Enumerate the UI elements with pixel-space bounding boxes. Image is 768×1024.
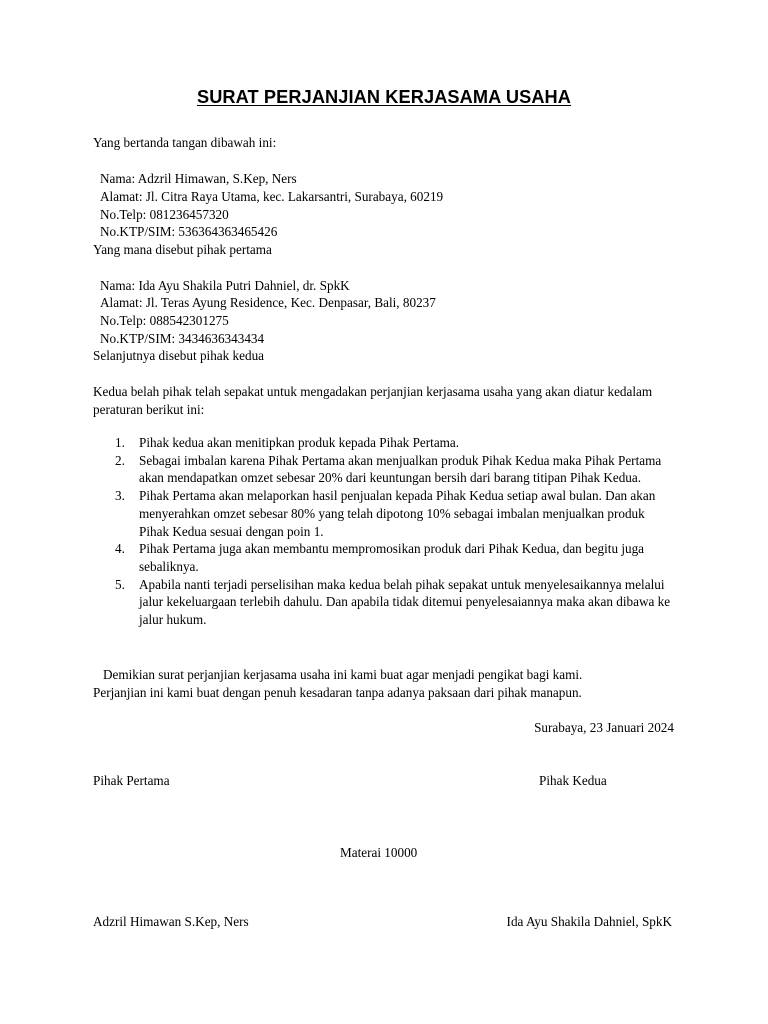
- clause-number: 4.: [115, 541, 125, 557]
- signatory-name-second-party: Ida Ayu Shakila Dahniel, SpkK: [506, 914, 672, 929]
- party2-id: No.KTP/SIM: 3434636343434: [100, 331, 265, 346]
- clause-text: Apabila nanti terjadi perselisihan maka kedua belah pihak sepakat untuk menyelesaikannya melalui jalur kekeluargaan terlebih dahulu. Dan apabila tidak ditemui penyelesaiannya maka akan dibawa ke jalur hukum.: [139, 576, 671, 628]
- party2-designation: Selanjutnya disebut pihak kedua: [93, 348, 265, 363]
- party1-phone: No.Telp: 081236457320: [100, 207, 229, 222]
- party1-id: No.KTP/SIM: 536364363465426: [100, 224, 278, 239]
- agreement-intro: Kedua belah pihak telah sepakat untuk mengadakan perjanjian kerjasama usaha yang akan diatur kedalam peraturan berikut ini:: [93, 384, 653, 417]
- party2-address: Alamat: Jl. Teras Ayung Residence, Kec. Denpasar, Bali, 80237: [100, 295, 436, 310]
- place-date: Surabaya, 23 Januari 2024: [534, 720, 674, 735]
- party1-address: Alamat: Jl. Citra Raya Utama, kec. Lakarsantri, Surabaya, 60219: [100, 189, 444, 204]
- clause-text: Pihak Pertama juga akan membantu mempromosikan produk dari Pihak Kedua, dan begitu juga sebaliknya.: [139, 541, 645, 574]
- party2-phone: No.Telp: 088542301275: [100, 313, 229, 328]
- clause-item: [93, 452, 673, 487]
- party1-designation: Yang mana disebut pihak pertama: [93, 242, 272, 257]
- document-title: SURAT PERJANJIAN KERJASAMA USAHA: [196, 87, 572, 107]
- clause-number: 2.: [115, 452, 125, 468]
- signature-label-second-party: Pihak Kedua: [539, 773, 607, 788]
- stamp-duty-label: Materai 10000: [340, 845, 418, 860]
- party2-name: Nama: Ida Ayu Shakila Putri Dahniel, dr. SpkK: [100, 278, 350, 293]
- clause-number: 1.: [115, 435, 125, 450]
- clause-item: [93, 540, 673, 575]
- signatory-name-first-party: Adzril Himawan S.Kep, Ners: [93, 914, 249, 929]
- intro-text: Yang bertanda tangan dibawah ini:: [93, 135, 277, 150]
- clause-item: [93, 576, 673, 629]
- closing-line-1: Demikian surat perjanjian kerjasama usaha ini kami buat agar menjadi pengikat bagi kami.: [103, 667, 583, 682]
- clause-text: Pihak Pertama akan melaporkan hasil penjualan kepada Pihak Kedua setiap awal bulan. Dan akan menyerahkan omzet sebesar 80% yang telah dipotong 10% sebagai imbalan menjualkan produk Pihak Kedua sesuai dengan poin 1.: [139, 488, 656, 539]
- signature-label-first-party: Pihak Pertama: [93, 773, 170, 788]
- clause-list: [93, 434, 673, 629]
- clause-number: 3.: [115, 488, 125, 504]
- clause-item: [93, 487, 673, 540]
- clause-item: [93, 434, 673, 452]
- clause-number: 5.: [115, 576, 125, 592]
- party1-name: Nama: Adzril Himawan, S.Kep, Ners: [100, 171, 297, 186]
- closing-line-2: Perjanjian ini kami buat dengan penuh kesadaran tanpa adanya paksaan dari pihak manapun.: [93, 685, 582, 700]
- clause-text: Pihak kedua akan menitipkan produk kepada Pihak Pertama.: [139, 435, 460, 450]
- clause-text: Sebagai imbalan karena Pihak Pertama akan menjualkan produk Pihak Kedua maka Pihak Pertama akan mendapatkan omzet sebesar 20% dari keuntungan bersih dari barang titipan Pihak Kedua.: [139, 452, 662, 486]
